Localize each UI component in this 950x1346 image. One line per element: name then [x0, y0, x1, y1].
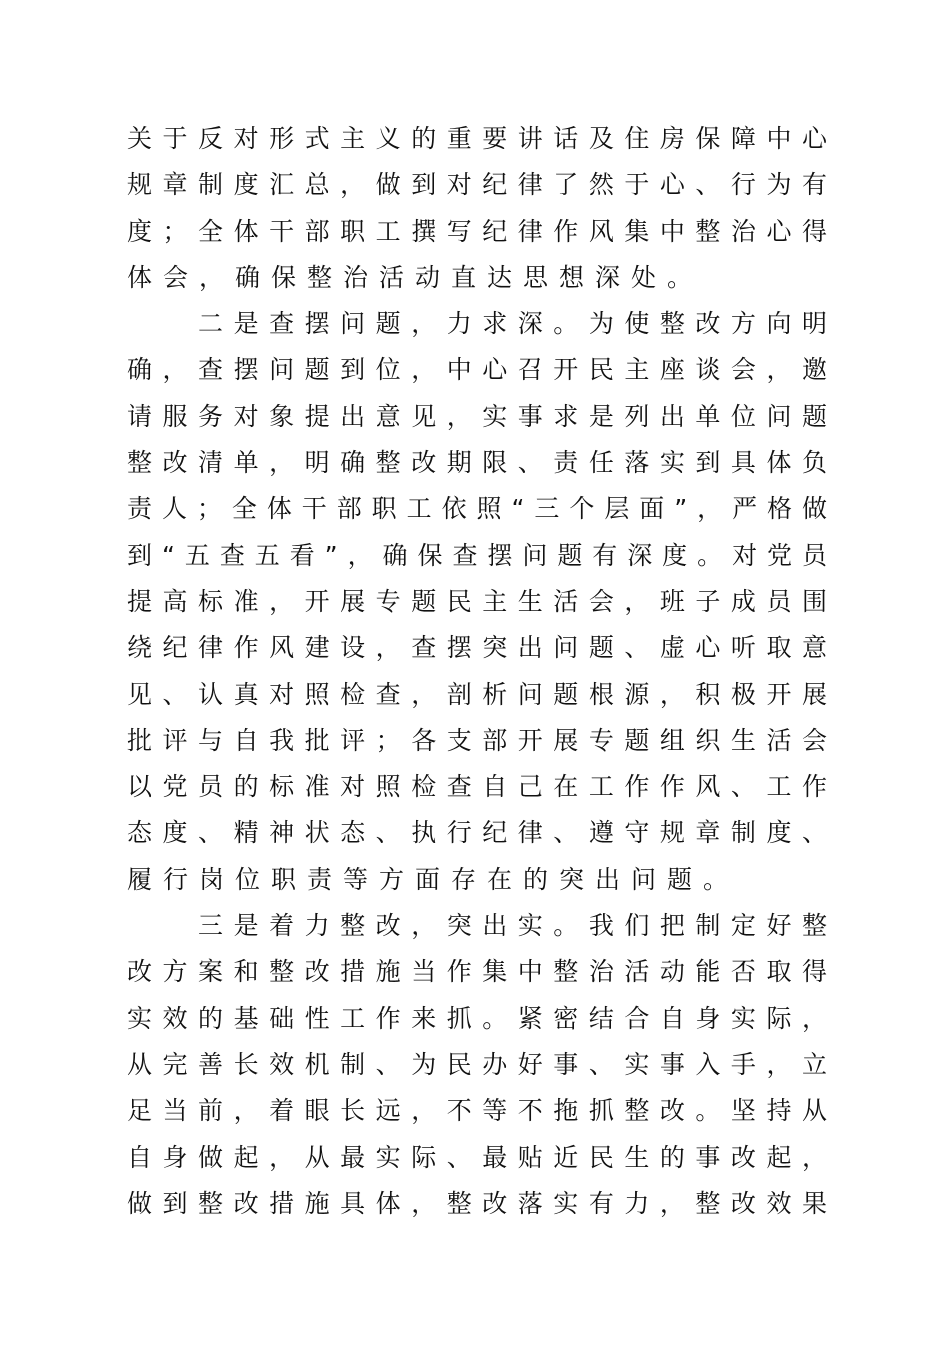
text-line: 改方案和整改措施当作集中整治活动能否取得 — [127, 957, 827, 987]
text-line: 绕纪律作风建设，查摆突出问题、虚心听取意 — [127, 633, 827, 663]
text-line: 确，查摆问题到位，中心召开民主座谈会，邀 — [127, 355, 827, 385]
text-line: 履行岗位职责等方面存在的突出问题。 — [127, 864, 740, 894]
text-line: 足当前，着眼长远，不等不拖抓整改。坚持从 — [127, 1096, 827, 1126]
text-line: 以党员的标准对照检查自己在工作作风、工作 — [127, 772, 827, 802]
text-line: 自身做起，从最实际、最贴近民生的事改起， — [127, 1142, 827, 1172]
document-body — [127, 116, 827, 1227]
text-line: 二是查摆问题，力求深。为使整改方向明 — [127, 309, 827, 339]
text-line: 提高标准，开展专题民主生活会，班子成员围 — [127, 586, 827, 616]
text-line: 责人；全体干部职工依照“三个层面”，严格做 — [127, 494, 827, 524]
text-line: 度；全体干部职工撰写纪律作风集中整治心得 — [127, 216, 827, 246]
text-line: 见、认真对照检查，剖析问题根源，积极开展 — [127, 679, 827, 709]
text-line: 三是着力整改，突出实。我们把制定好整 — [127, 911, 827, 941]
text-line: 请服务对象提出意见，实事求是列出单位问题 — [127, 401, 827, 431]
text-line: 体会，确保整治活动直达思想深处。 — [127, 262, 704, 292]
text-line: 关于反对形式主义的重要讲话及住房保障中心 — [127, 124, 827, 153]
text-line: 做到整改措施具体，整改落实有力，整改效果 — [127, 1188, 827, 1218]
text-line: 到“五查五看”，确保查摆问题有深度。对党员 — [127, 540, 827, 570]
text-line: 从完善长效机制、为民办好事、实事入手，立 — [127, 1049, 827, 1079]
text-line: 实效的基础性工作来抓。紧密结合自身实际， — [127, 1003, 827, 1033]
text-line: 整改清单，明确整改期限、责任落实到具体负 — [127, 448, 827, 478]
text-line: 批评与自我批评；各支部开展专题组织生活会 — [127, 725, 827, 755]
text-line: 规章制度汇总，做到对纪律了然于心、行为有 — [127, 170, 827, 200]
text-line: 态度、精神状态、执行纪律、遵守规章制度、 — [127, 818, 827, 848]
